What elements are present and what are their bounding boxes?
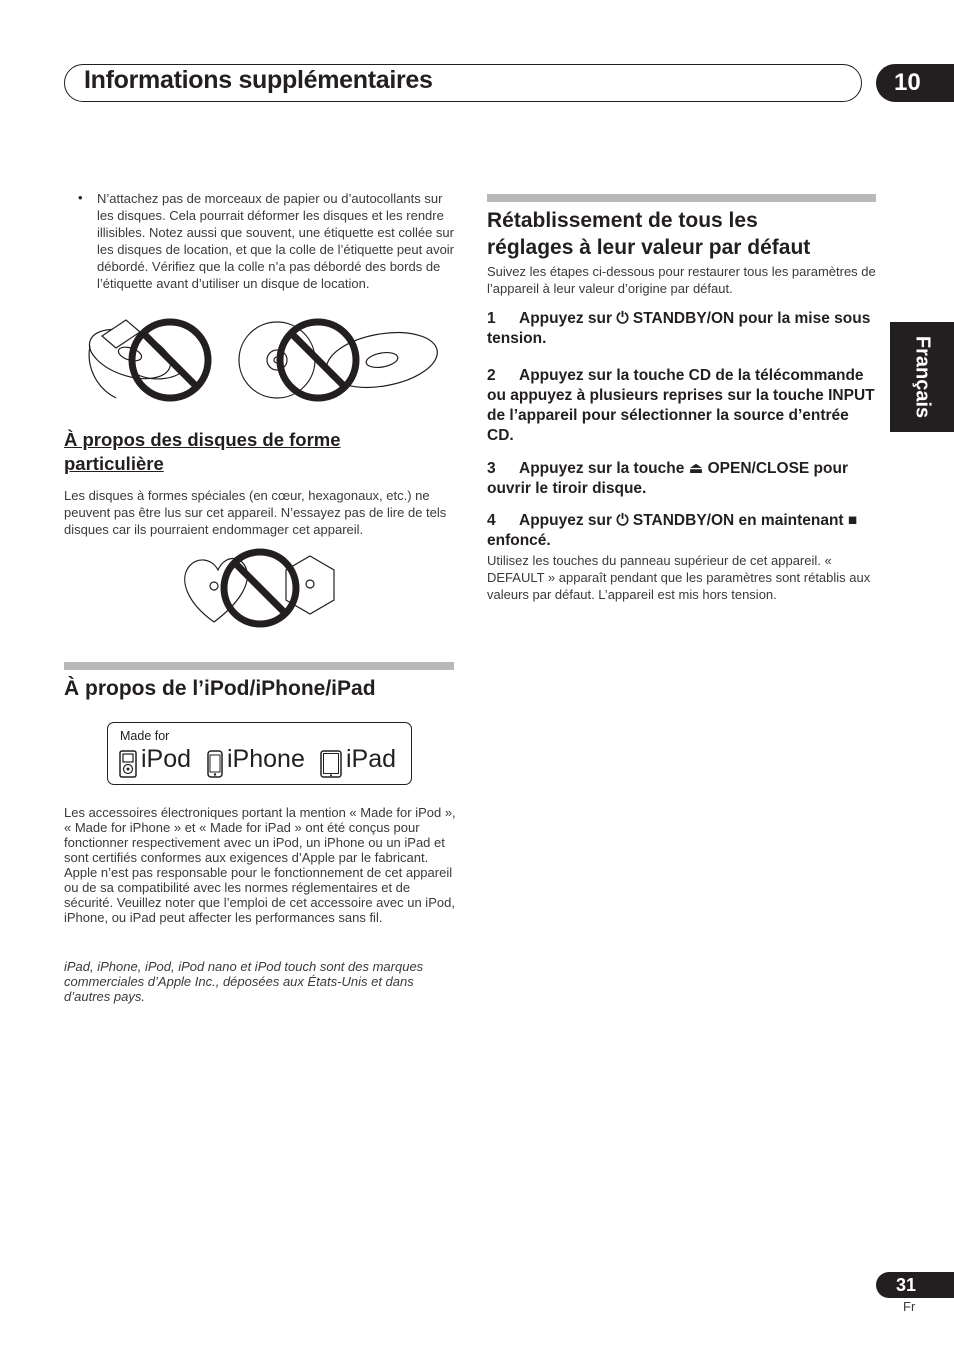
step-text: Appuyez sur la touche CD de la télécommande ou appuyez à plusieurs reprises sur la touche INPUT de l’appareil pour sélectionner la source d’entrée CD. <box>487 367 875 444</box>
ipod-icon <box>119 750 137 778</box>
made-for-label: Made for <box>120 729 170 743</box>
ipad-icon <box>320 750 342 778</box>
section-divider-reset <box>487 194 876 202</box>
special-discs-heading-line1: À propos des disques de forme <box>64 429 341 450</box>
section-divider-ipod <box>64 662 454 670</box>
step-4-note: Utilisez les touches du panneau supérieur de cet appareil. « DEFAULT » apparaît pendant que les paramètres sont rétablis aux valeurs par défaut. L’appareil est mis hors tension. <box>487 553 871 602</box>
step-number: 1 <box>487 310 496 327</box>
step-text: Appuyez sur la touche ⏏ OPEN/CLOSE pour ouvrir le tiroir disque. <box>487 460 848 497</box>
reset-heading-line1: Rétablissement de tous les <box>487 209 758 232</box>
no-special-discs-illustration <box>180 546 340 630</box>
step-2 <box>487 366 879 446</box>
ipod-section-heading: À propos de l’iPod/iPhone/iPad <box>64 677 376 700</box>
trademark-note: iPad, iPhone, iPod, iPod nano et iPod touch sont des marques commerciales d’Apple Inc., déposées aux États-Unis et dans d’autres pays. <box>64 959 424 1004</box>
step-number: 4 <box>487 512 496 529</box>
bullet-icon: • <box>78 190 83 205</box>
page-title: Informations supplémentaires <box>84 66 433 94</box>
iphone-icon <box>207 750 223 778</box>
page-language-code: Fr <box>903 1299 916 1314</box>
language-tab-label: Français <box>911 335 934 419</box>
chapter-number: 10 <box>876 64 954 102</box>
bullet-paragraph: N’attachez pas de morceaux de papier ou d’autocollants sur les disques. Cela pourrait déformer les disques et les rendre illisibles. Notez aussi que souvent, une étiquette est collée sur les disques de location, et que la colle de l’étiquette peut avoir débordé. Vérifiez que la colle n’a pas débordé des bords de l’étiquette avant d’utiliser un disque de location. <box>97 191 455 291</box>
step-1 <box>487 309 879 349</box>
reset-heading-line2: réglages à leur valeur par défaut <box>487 236 811 259</box>
step-4 <box>487 511 879 551</box>
step-number: 2 <box>487 367 496 384</box>
ipod-section-body: Les accessoires électroniques portant la mention « Made for iPod », « Made for iPhone » et « Made for iPad » ont été conçus pour fonctionner respectivement avec un iPod, un iPhone ou un iPad et sont certifiés conformes aux exigences d’Apple par le fabricant. Apple n’est pas responsable pour le fonctionnement de cet appareil ou de sa compatibilité avec les normes réglementaires et de sécurité. Veuillez noter que l’emploi de cet accessoire avec un iPod, iPhone, ou iPad peut affecter les performances sans fil. <box>64 805 456 925</box>
made-for-iphone: iPhone <box>227 745 305 773</box>
made-for-ipod: iPod <box>141 745 192 773</box>
no-stickers-illustration <box>82 316 442 402</box>
step-text: Appuyez sur ⏻ STANDBY/ON en maintenant ■ enfoncé. <box>487 512 858 549</box>
step-number: 3 <box>487 460 496 477</box>
special-discs-body: Les disques à formes spéciales (en cœur, hexagonaux, etc.) ne peuvent pas être lus sur cet appareil. N’essayez pas de lire de tels disques car ils pourraient endommager cet appareil. <box>64 488 447 537</box>
special-discs-heading-line2: particulière <box>64 453 164 474</box>
made-for-ipad: iPad <box>346 745 397 773</box>
step-3 <box>487 459 879 499</box>
page-number: 31 <box>876 1272 954 1298</box>
step-text: Appuyez sur ⏻ STANDBY/ON pour la mise sous tension. <box>487 310 871 347</box>
language-tab <box>890 322 954 432</box>
reset-intro: Suivez les étapes ci-dessous pour restaurer tous les paramètres de l’appareil à leur valeur d’origine par défaut. <box>487 264 876 296</box>
